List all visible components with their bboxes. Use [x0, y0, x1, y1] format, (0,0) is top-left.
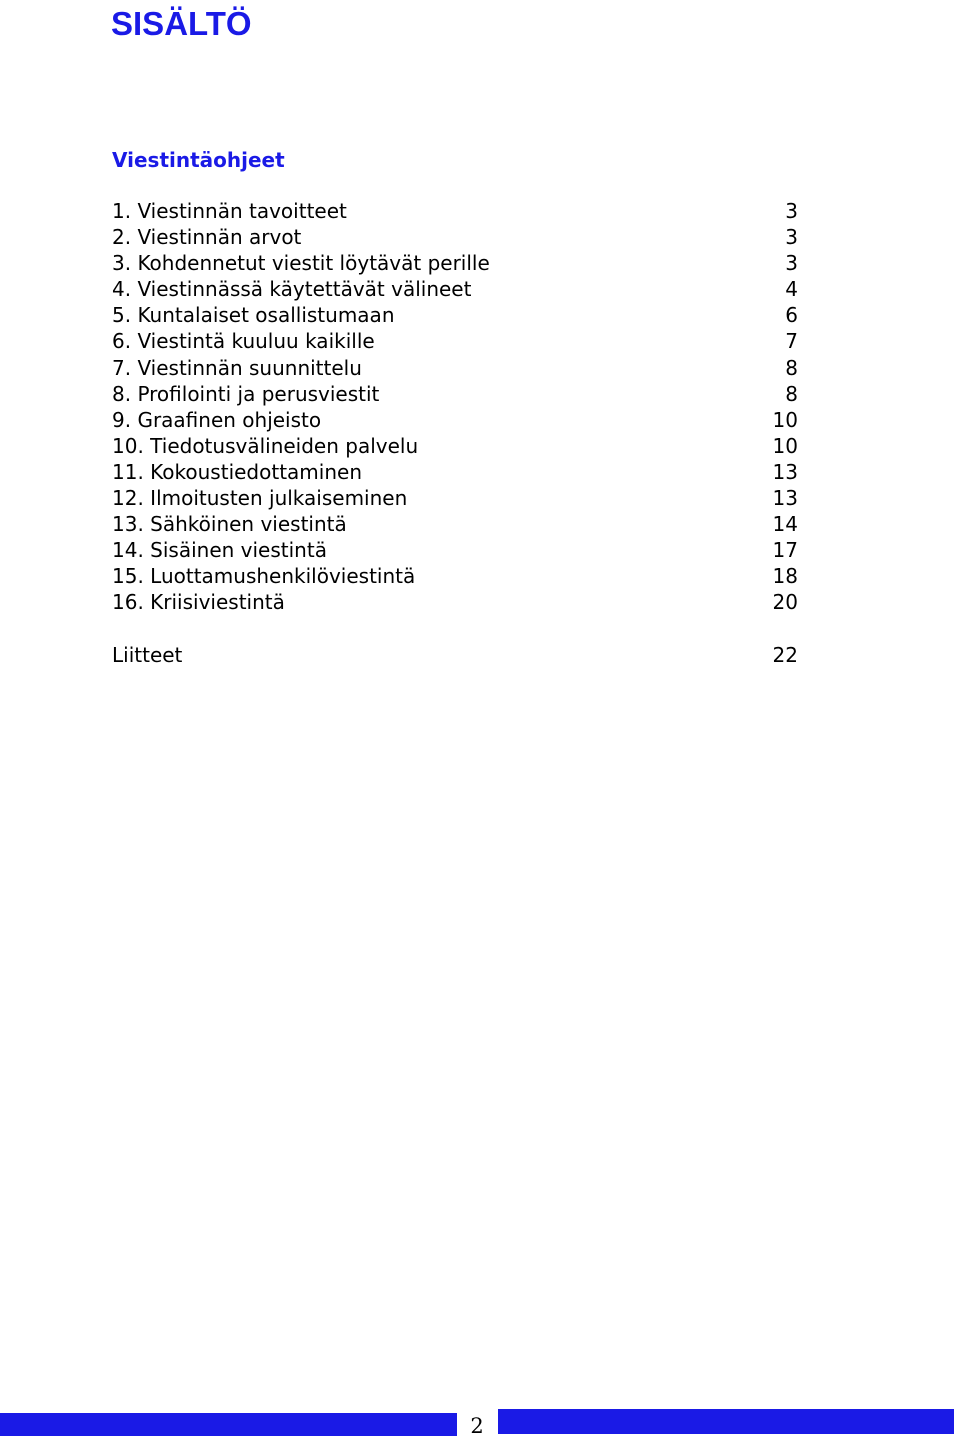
toc-entry-label: 10. Tiedotusvälineiden palvelu: [112, 433, 419, 458]
toc-entry-page: 14: [772, 512, 798, 537]
footer-page-number: 2: [470, 1414, 484, 1438]
toc-entry[interactable]: [112, 433, 798, 459]
toc-entry[interactable]: [112, 302, 798, 328]
toc-entry-page: 17: [772, 538, 798, 563]
section-heading: Viestintäohjeet: [112, 148, 285, 172]
toc-entry[interactable]: [112, 589, 798, 615]
toc-entry-label: 9. Graafinen ohjeisto: [112, 407, 322, 432]
footer-bar-right: [498, 1409, 954, 1434]
toc-entry[interactable]: [112, 537, 798, 563]
page-title: SISÄLTÖ: [111, 5, 252, 42]
toc-entry-page: 3: [785, 199, 798, 223]
toc-entry[interactable]: [112, 355, 798, 381]
toc-entry[interactable]: [112, 328, 798, 354]
toc-entry-page: 3: [785, 251, 798, 276]
toc-entry[interactable]: [112, 224, 798, 250]
toc-entry-page: 8: [785, 355, 798, 380]
toc-entry-label: 14. Sisäinen viestintä: [112, 538, 327, 563]
toc-entry-page: 13: [772, 459, 798, 484]
toc-entry-page: 20: [772, 590, 798, 615]
appendix-label: Liitteet: [112, 643, 183, 667]
toc-appendix-entry[interactable]: [112, 642, 798, 668]
toc-entry[interactable]: [112, 198, 798, 224]
toc-entry-label: 15. Luottamushenkilöviestintä: [112, 564, 416, 589]
toc-entry[interactable]: [112, 459, 798, 485]
toc-entry[interactable]: [112, 563, 798, 589]
toc-entry-label: 5. Kuntalaiset osallistumaan: [112, 303, 395, 328]
toc-entry-label: 13. Sähköinen viestintä: [112, 512, 347, 537]
toc-entry-page: 10: [772, 433, 798, 458]
toc-entry-label: 1. Viestinnän tavoitteet: [112, 199, 347, 223]
toc-entry-page: 18: [772, 564, 798, 589]
toc-entry[interactable]: [112, 250, 798, 276]
toc-entry-page: 7: [785, 329, 798, 354]
toc-entry-page: 6: [785, 303, 798, 328]
footer-bar-left: [0, 1413, 457, 1436]
toc-entry[interactable]: [112, 485, 798, 511]
toc-entry-label: 7. Viestinnän suunnittelu: [112, 355, 362, 380]
toc-entry-label: 6. Viestintä kuuluu kaikille: [112, 329, 375, 354]
toc-entry-label: 2. Viestinnän arvot: [112, 225, 302, 250]
toc-entry-label: 8. Profilointi ja perusviestit: [112, 381, 380, 406]
toc-entry-page: 3: [785, 225, 798, 250]
toc-entry[interactable]: [112, 511, 798, 537]
table-of-contents: [112, 198, 798, 616]
toc-entry[interactable]: [112, 381, 798, 407]
toc-entry-label: 16. Kriisiviestintä: [112, 590, 285, 615]
toc-entry-label: 4. Viestinnässä käytettävät välineet: [112, 277, 472, 302]
toc-entry[interactable]: [112, 407, 798, 433]
toc-entry-label: 3. Kohdennetut viestit löytävät perille: [112, 251, 490, 276]
toc-entry-page: 4: [785, 277, 798, 302]
appendix-page: 22: [772, 643, 798, 667]
toc-entry-label: 11. Kokoustiedottaminen: [112, 459, 362, 484]
toc-entry[interactable]: [112, 276, 798, 302]
toc-entry-label: 12. Ilmoitusten julkaiseminen: [112, 486, 408, 511]
toc-entry-page: 8: [785, 381, 798, 406]
toc-entry-page: 10: [772, 407, 798, 432]
toc-entry-page: 13: [772, 486, 798, 511]
